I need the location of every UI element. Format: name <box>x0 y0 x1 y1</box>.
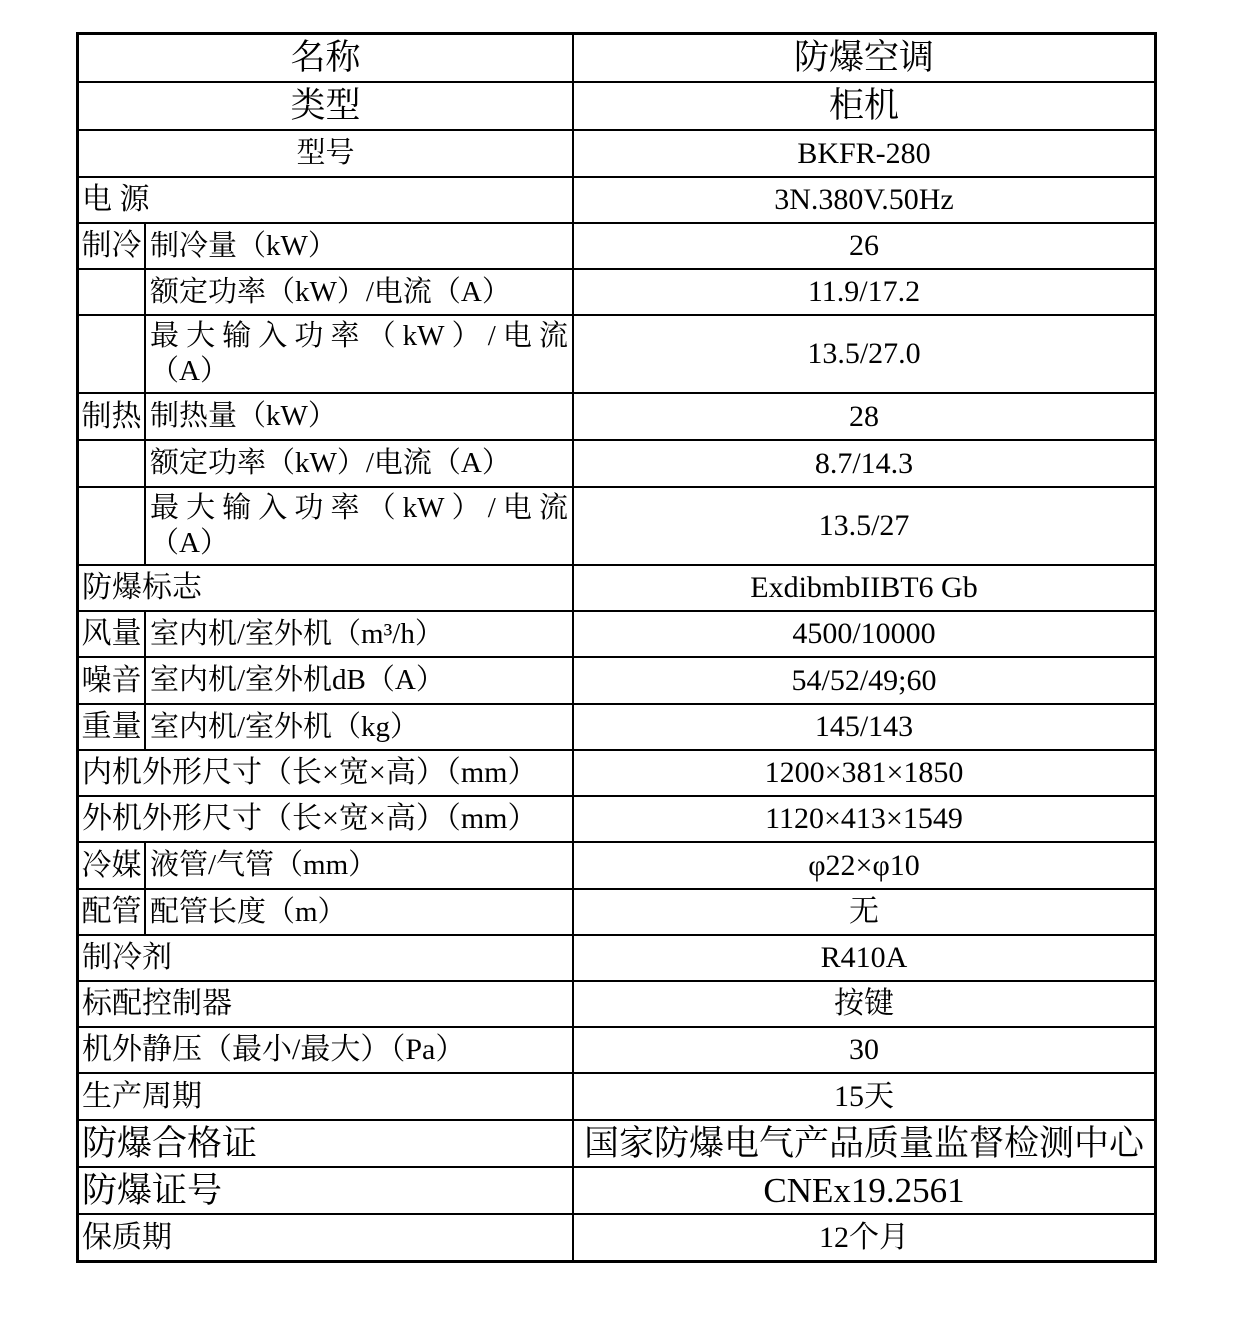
spec-label: 型号 <box>79 131 574 178</box>
spec-table <box>76 32 1157 1263</box>
spec-value: 11.9/17.2 <box>574 270 1154 316</box>
group-label-piping: 配管 <box>79 890 146 936</box>
group-label-refrigerant-pipe: 冷媒 <box>79 843 146 890</box>
spec-label-line: （A） <box>150 355 229 387</box>
spec-value: ExdibmbIIBT6 Gb <box>574 566 1154 612</box>
spec-value: 8.7/14.3 <box>574 441 1154 488</box>
spec-label-line: 最大输入功率（kW）/电流 <box>150 492 568 524</box>
spec-label-line: （A） <box>150 527 229 559</box>
group-label-weight: 重量 <box>79 705 146 751</box>
spec-label: 制热量（kW） <box>146 394 574 441</box>
spec-label-line: 最大输入功率（kW）/电流 <box>150 320 568 352</box>
spec-label <box>146 316 574 394</box>
spec-label: 液管/气管（mm） <box>146 843 574 890</box>
spec-label: 室内机/室外机（m³/h） <box>146 612 574 658</box>
spec-label: 室内机/室外机dB（A） <box>146 658 574 705</box>
group-label-cooling: 制冷 <box>79 224 146 270</box>
group-label-noise: 噪音 <box>79 658 146 705</box>
spec-label: 外机外形尺寸（长×宽×高）（mm） <box>79 797 574 843</box>
spec-label: 防爆标志 <box>79 566 574 612</box>
spec-label: 室内机/室外机（kg） <box>146 705 574 751</box>
group-label-airflow: 风量 <box>79 612 146 658</box>
group-cell-empty <box>79 441 146 488</box>
spec-value: BKFR-280 <box>574 131 1154 178</box>
spec-value: 26 <box>574 224 1154 270</box>
group-cell-empty <box>79 316 146 394</box>
spec-value: 1120×413×1549 <box>574 797 1154 843</box>
group-cell-empty <box>79 488 146 566</box>
spec-value: 30 <box>574 1028 1154 1074</box>
spec-value: 13.5/27.0 <box>574 316 1154 394</box>
spec-label: 类型 <box>79 83 574 131</box>
spec-value: 13.5/27 <box>574 488 1154 566</box>
spec-value: 145/143 <box>574 705 1154 751</box>
spec-label: 制冷剂 <box>79 936 574 982</box>
spec-label: 额定功率（kW）/电流（A） <box>146 270 574 316</box>
spec-label: 防爆证号 <box>79 1168 574 1215</box>
spec-label: 标配控制器 <box>79 982 574 1028</box>
spec-label: 生产周期 <box>79 1074 574 1121</box>
spec-value: 54/52/49;60 <box>574 658 1154 705</box>
spec-label: 额定功率（kW）/电流（A） <box>146 441 574 488</box>
spec-value: 12个月 <box>819 1220 909 1254</box>
spec-label: 内机外形尺寸（长×宽×高）（mm） <box>79 751 574 797</box>
spec-label: 保质期 <box>79 1215 574 1260</box>
spec-label: 机外静压（最小/最大）（Pa） <box>79 1028 574 1074</box>
spec-label: 制冷量（kW） <box>146 224 574 270</box>
spec-label: 名称 <box>79 35 574 83</box>
spec-label <box>146 488 574 566</box>
group-cell-empty <box>79 270 146 316</box>
spec-value: 28 <box>574 394 1154 441</box>
spec-value: 4500/10000 <box>574 612 1154 658</box>
group-label-heating: 制热 <box>79 394 146 441</box>
spec-value: 按键 <box>574 982 1154 1028</box>
spec-value: 无 <box>574 890 1154 936</box>
spec-value: CNEx19.2561 <box>574 1168 1154 1215</box>
spec-value: 15天 <box>574 1074 1154 1121</box>
spec-value: 柜机 <box>574 83 1154 131</box>
spec-value: φ22×φ10 <box>574 843 1154 890</box>
spec-value: 防爆空调 <box>574 35 1154 83</box>
spec-label: 配管长度（m） <box>146 890 574 936</box>
spec-value: 3N.380V.50Hz <box>574 178 1154 224</box>
spec-value: 国家防爆电气产品质量监督检测中心 <box>574 1121 1154 1168</box>
spec-label: 防爆合格证 <box>79 1121 574 1168</box>
spec-value: 1200×381×1850 <box>574 751 1154 797</box>
spec-label: 电 源 <box>79 178 574 224</box>
spec-value: R410A <box>574 936 1154 982</box>
